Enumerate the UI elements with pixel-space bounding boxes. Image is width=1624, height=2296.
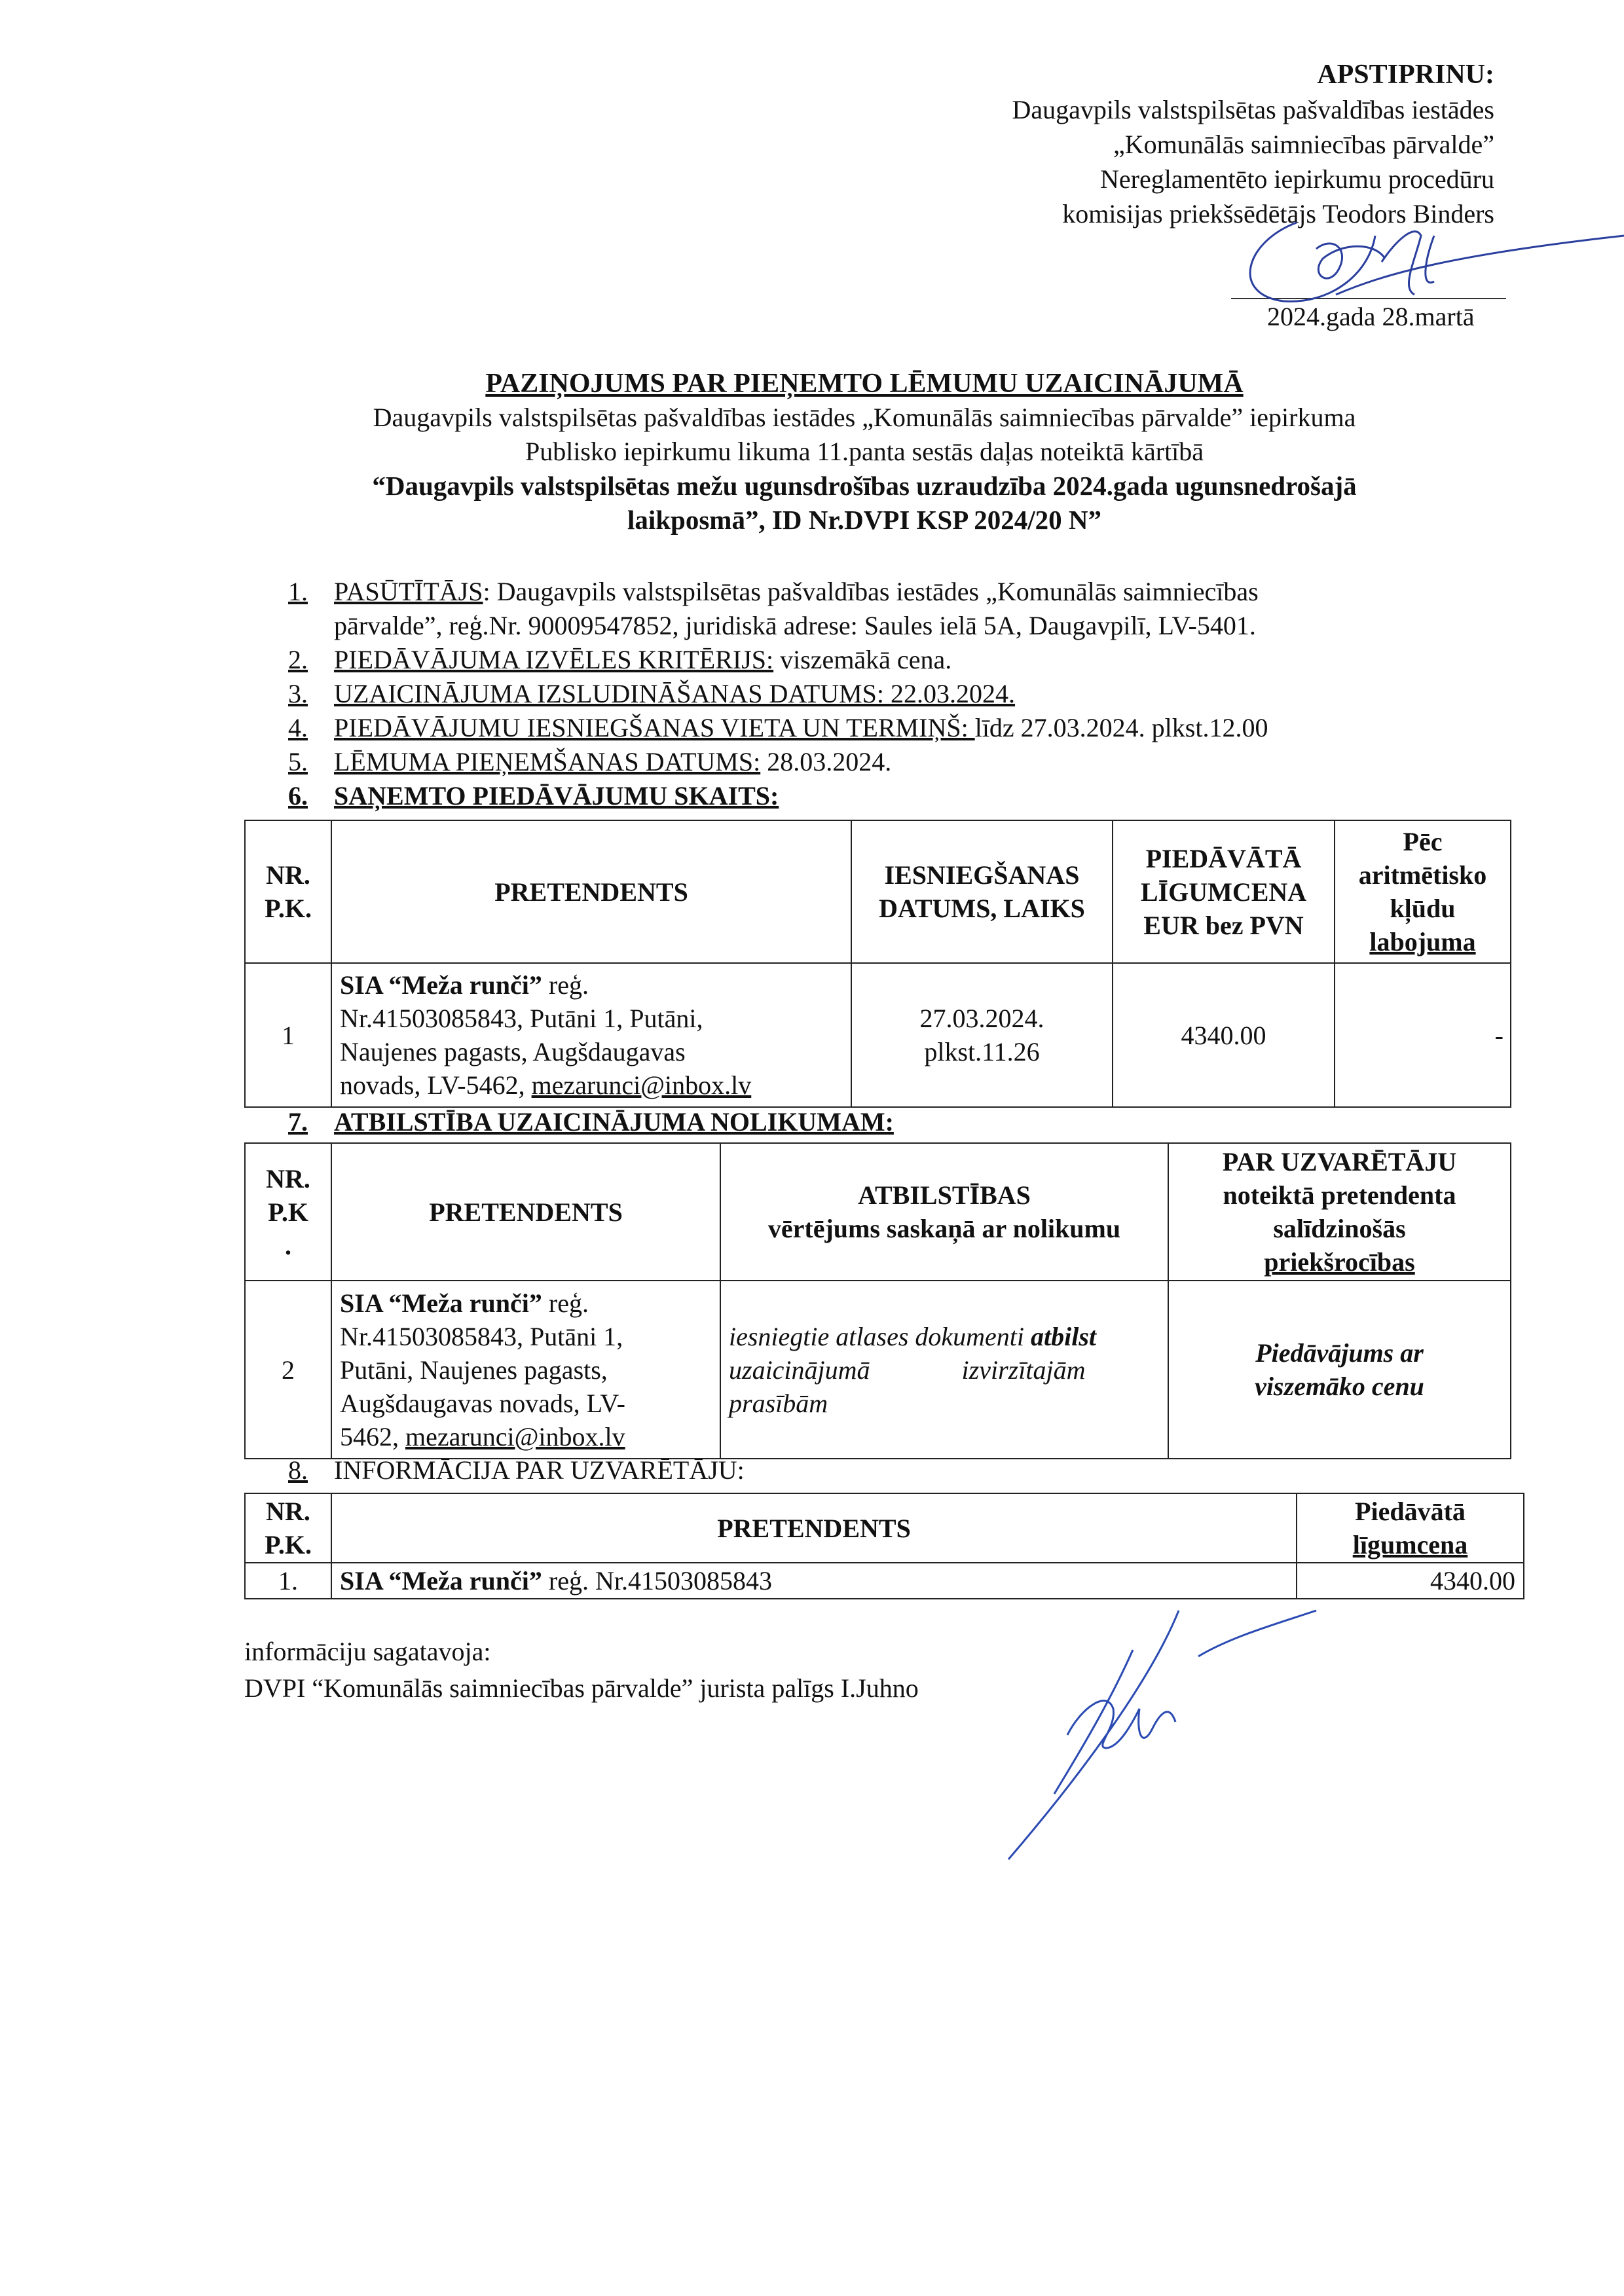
item-7: [288, 1105, 894, 1139]
col-header-nr-line: NR.: [266, 1163, 310, 1194]
item-label: ATBILSTĪBA UZAICINĀJUMA NOLIKUMAM:: [334, 1107, 894, 1137]
evaluation-text: iesniegtie atlases dokumenti: [729, 1321, 1031, 1351]
cell-pretendents: [331, 963, 851, 1107]
item-text: līdz 27.03.2024. plkst.12.00: [974, 713, 1268, 742]
submission-date: 27.03.2024.: [919, 1004, 1044, 1033]
item-4: [288, 711, 1268, 745]
footer-line: informāciju sagatavoja:: [244, 1637, 491, 1666]
evaluation-text-bold: atbilst: [1031, 1321, 1097, 1351]
company-address: Putāni, Naujenes pagasts,: [340, 1355, 608, 1385]
col-header-cena-line: līgumcena: [1352, 1530, 1468, 1559]
company-name: SIA “Meža runči”: [340, 1288, 542, 1318]
col-header-nr-line: P.K: [268, 1197, 308, 1227]
item-number: 8.: [288, 1455, 308, 1485]
item-label: PIEDĀVĀJUMA IZVĒLES KRITĒRIJS:: [334, 645, 774, 674]
approval-signature: [1218, 196, 1611, 327]
cell-cena: 4340.00: [1113, 963, 1335, 1107]
col-header-datums: IESNIEGŠANAS DATUMS, LAIKS: [851, 820, 1113, 963]
col-header-cena: [1297, 1493, 1524, 1563]
cell-nr: 2: [245, 1281, 331, 1459]
item-number: 4.: [288, 713, 308, 742]
advantage-text: viszemāko cenu: [1255, 1372, 1424, 1401]
col-header-cena-line: Piedāvātā: [1355, 1497, 1466, 1526]
company-address: 5462,: [340, 1421, 405, 1451]
col-header-nr-line: P.K.: [265, 1530, 312, 1559]
col-header-atbilstibas: [720, 1143, 1168, 1281]
item-3: [288, 677, 1015, 711]
evaluation-text: uzaicinājumā izvirzītajām: [729, 1355, 1086, 1385]
col-header-nr: [245, 1143, 331, 1281]
approval-line: komisijas priekšsēdētājs Teodors Binders: [1062, 199, 1494, 228]
submission-time: plkst.11.26: [924, 1037, 1040, 1066]
item-number: 5.: [288, 747, 308, 776]
item-label: PASŪTĪTĀJS: [334, 577, 483, 606]
item-number: 6.: [288, 781, 308, 811]
company-address: Nr.41503085843, Putāni 1, Putāni,: [340, 1004, 703, 1033]
cell-nr: 1: [245, 963, 331, 1107]
email-link[interactable]: mezarunci@inbox.lv: [531, 1070, 752, 1100]
col-header-advantage-line: salīdzinošās: [1273, 1214, 1406, 1243]
notice-title-block: [242, 367, 1486, 537]
item-label: INFORMĀCIJA PAR UZVARĒTĀJU:: [334, 1455, 745, 1485]
approval-heading: APSTIPRINU:: [1317, 60, 1494, 90]
offers-table: [244, 820, 1511, 1108]
cell-datums: [851, 963, 1113, 1107]
item-6: [288, 779, 779, 813]
evaluation-text: prasībām: [729, 1388, 828, 1418]
cell-cena: 4340.00: [1297, 1563, 1524, 1599]
cell-nr: 1.: [245, 1563, 331, 1599]
col-header-advantage-line: PAR UZVARĒTĀJU: [1222, 1147, 1457, 1176]
col-header-corrected-line: Pēc: [1403, 827, 1443, 856]
item-2: [288, 643, 951, 677]
cell-pretendents: [331, 1563, 1297, 1599]
col-header-advantage-line: priekšrocības: [1264, 1247, 1415, 1277]
item-label: LĒMUMA PIEŅEMŠANAS DATUMS:: [334, 747, 761, 776]
col-header-nr-line: .: [285, 1230, 291, 1260]
col-header-corrected-line: labojuma: [1369, 927, 1476, 957]
company-address: reģ.: [542, 970, 589, 1000]
item-text: pārvalde”, reģ.Nr. 90009547852, juridiskā adrese: Saules ielā 5A, Daugavpilī, LV-5401.: [334, 611, 1256, 640]
item-label: SAŅEMTO PIEDĀVĀJUMU SKAITS:: [334, 781, 779, 811]
winner-table: [244, 1493, 1524, 1599]
col-header-priekšrocibas: [1168, 1143, 1511, 1281]
table-row: [245, 963, 1511, 1107]
item-label: PIEDĀVĀJUMU IESNIEGŠANAS VIETA UN TERMIŅŠ:: [334, 713, 975, 742]
footer-line: DVPI “Komunālās saimniecības pārvalde” jurista palīgs I.Juhno: [244, 1673, 919, 1703]
cell-advantage: [1168, 1281, 1511, 1459]
approval-line: Nereglamentēto iepirkumu procedūru: [1100, 164, 1494, 194]
company-address: Augšdaugavas novads, LV-: [340, 1388, 625, 1418]
col-header-nr: NR. P.K.: [245, 820, 331, 963]
procurement-name: laikposmā”, ID Nr.DVPI KSP 2024/20 N”: [627, 505, 1102, 535]
approval-line: „Komunālās saimniecības pārvalde”: [1113, 130, 1494, 159]
company-address: Naujenes pagasts, Augšdaugavas: [340, 1037, 686, 1066]
table-row: [245, 1281, 1511, 1459]
col-header-pretendents: PRETENDENTS: [331, 1143, 720, 1281]
col-header-cena: PIEDĀVĀTĀ LĪGUMCENA EUR bez PVN: [1113, 820, 1335, 963]
col-header-atbilstibas-line: ATBILSTĪBAS: [858, 1180, 1031, 1210]
table-row: [245, 1563, 1524, 1599]
author-signature: [982, 1597, 1349, 1872]
col-header-corrected: [1335, 820, 1511, 963]
col-header-pretendents: PRETENDENTS: [331, 820, 851, 963]
procurement-name: “Daugavpils valstspilsētas mežu ugunsdrošības uzraudzība 2024.gada ugunsnedrošajā: [372, 471, 1357, 501]
item-text: : Daugavpils valstspilsētas pašvaldības iestādes „Komunālās saimniecības: [483, 577, 1259, 606]
company-name: SIA “Meža runči”: [340, 1566, 542, 1595]
col-header-corrected-line: kļūdu: [1390, 894, 1456, 923]
item-1: [288, 575, 1500, 643]
col-header-corrected-line: aritmētisko: [1358, 860, 1487, 890]
company-reg: reģ. Nr.41503085843: [542, 1566, 772, 1595]
item-number: 1.: [288, 577, 308, 606]
notice-title: PAZIŅOJUMS PAR PIEŅEMTO LĒMUMU UZAICINĀJUMĀ: [485, 369, 1244, 399]
notice-subtitle: Publisko iepirkumu likuma 11.panta sestās daļas noteiktā kārtībā: [525, 437, 1204, 466]
col-header-pretendents: PRETENDENTS: [331, 1493, 1297, 1563]
approval-line: Daugavpils valstspilsētas pašvaldības iestādes: [1012, 95, 1494, 124]
col-header-nr: [245, 1493, 331, 1563]
col-header-atbilstibas-line: vērtējums saskaņā ar nolikumu: [767, 1214, 1121, 1243]
advantage-text: Piedāvājums ar: [1255, 1338, 1424, 1368]
col-header-nr-line: NR.: [266, 1497, 310, 1526]
cell-pretendents: [331, 1281, 720, 1459]
item-text: viszemākā cena.: [773, 645, 952, 674]
item-number: 7.: [288, 1107, 308, 1137]
compliance-table: [244, 1142, 1511, 1459]
item-text: 28.03.2024.: [760, 747, 892, 776]
item-number: 2.: [288, 645, 308, 674]
item-5: [288, 745, 891, 779]
notice-subtitle: Daugavpils valstspilsētas pašvaldības iestādes „Komunālās saimniecības pārvalde” iepirkuma: [373, 403, 1356, 432]
item-number: 3.: [288, 679, 308, 708]
company-address: reģ.: [542, 1288, 589, 1318]
company-address: novads, LV-5462,: [340, 1070, 532, 1100]
approval-date: 2024.gada 28.martā: [1267, 302, 1475, 331]
email-link[interactable]: mezarunci@inbox.lv: [405, 1421, 625, 1451]
footer-block: [244, 1633, 919, 1707]
cell-evaluation: [720, 1281, 1168, 1459]
cell-corrected: -: [1335, 963, 1511, 1107]
col-header-advantage-line: noteiktā pretendenta: [1223, 1180, 1456, 1210]
company-address: Nr.41503085843, Putāni 1,: [340, 1321, 623, 1351]
company-name: SIA “Meža runči”: [340, 970, 542, 1000]
item-label: UZAICINĀJUMA IZSLUDINĀŠANAS DATUMS: 22.03.2024.: [334, 679, 1016, 708]
item-8: [288, 1453, 745, 1487]
